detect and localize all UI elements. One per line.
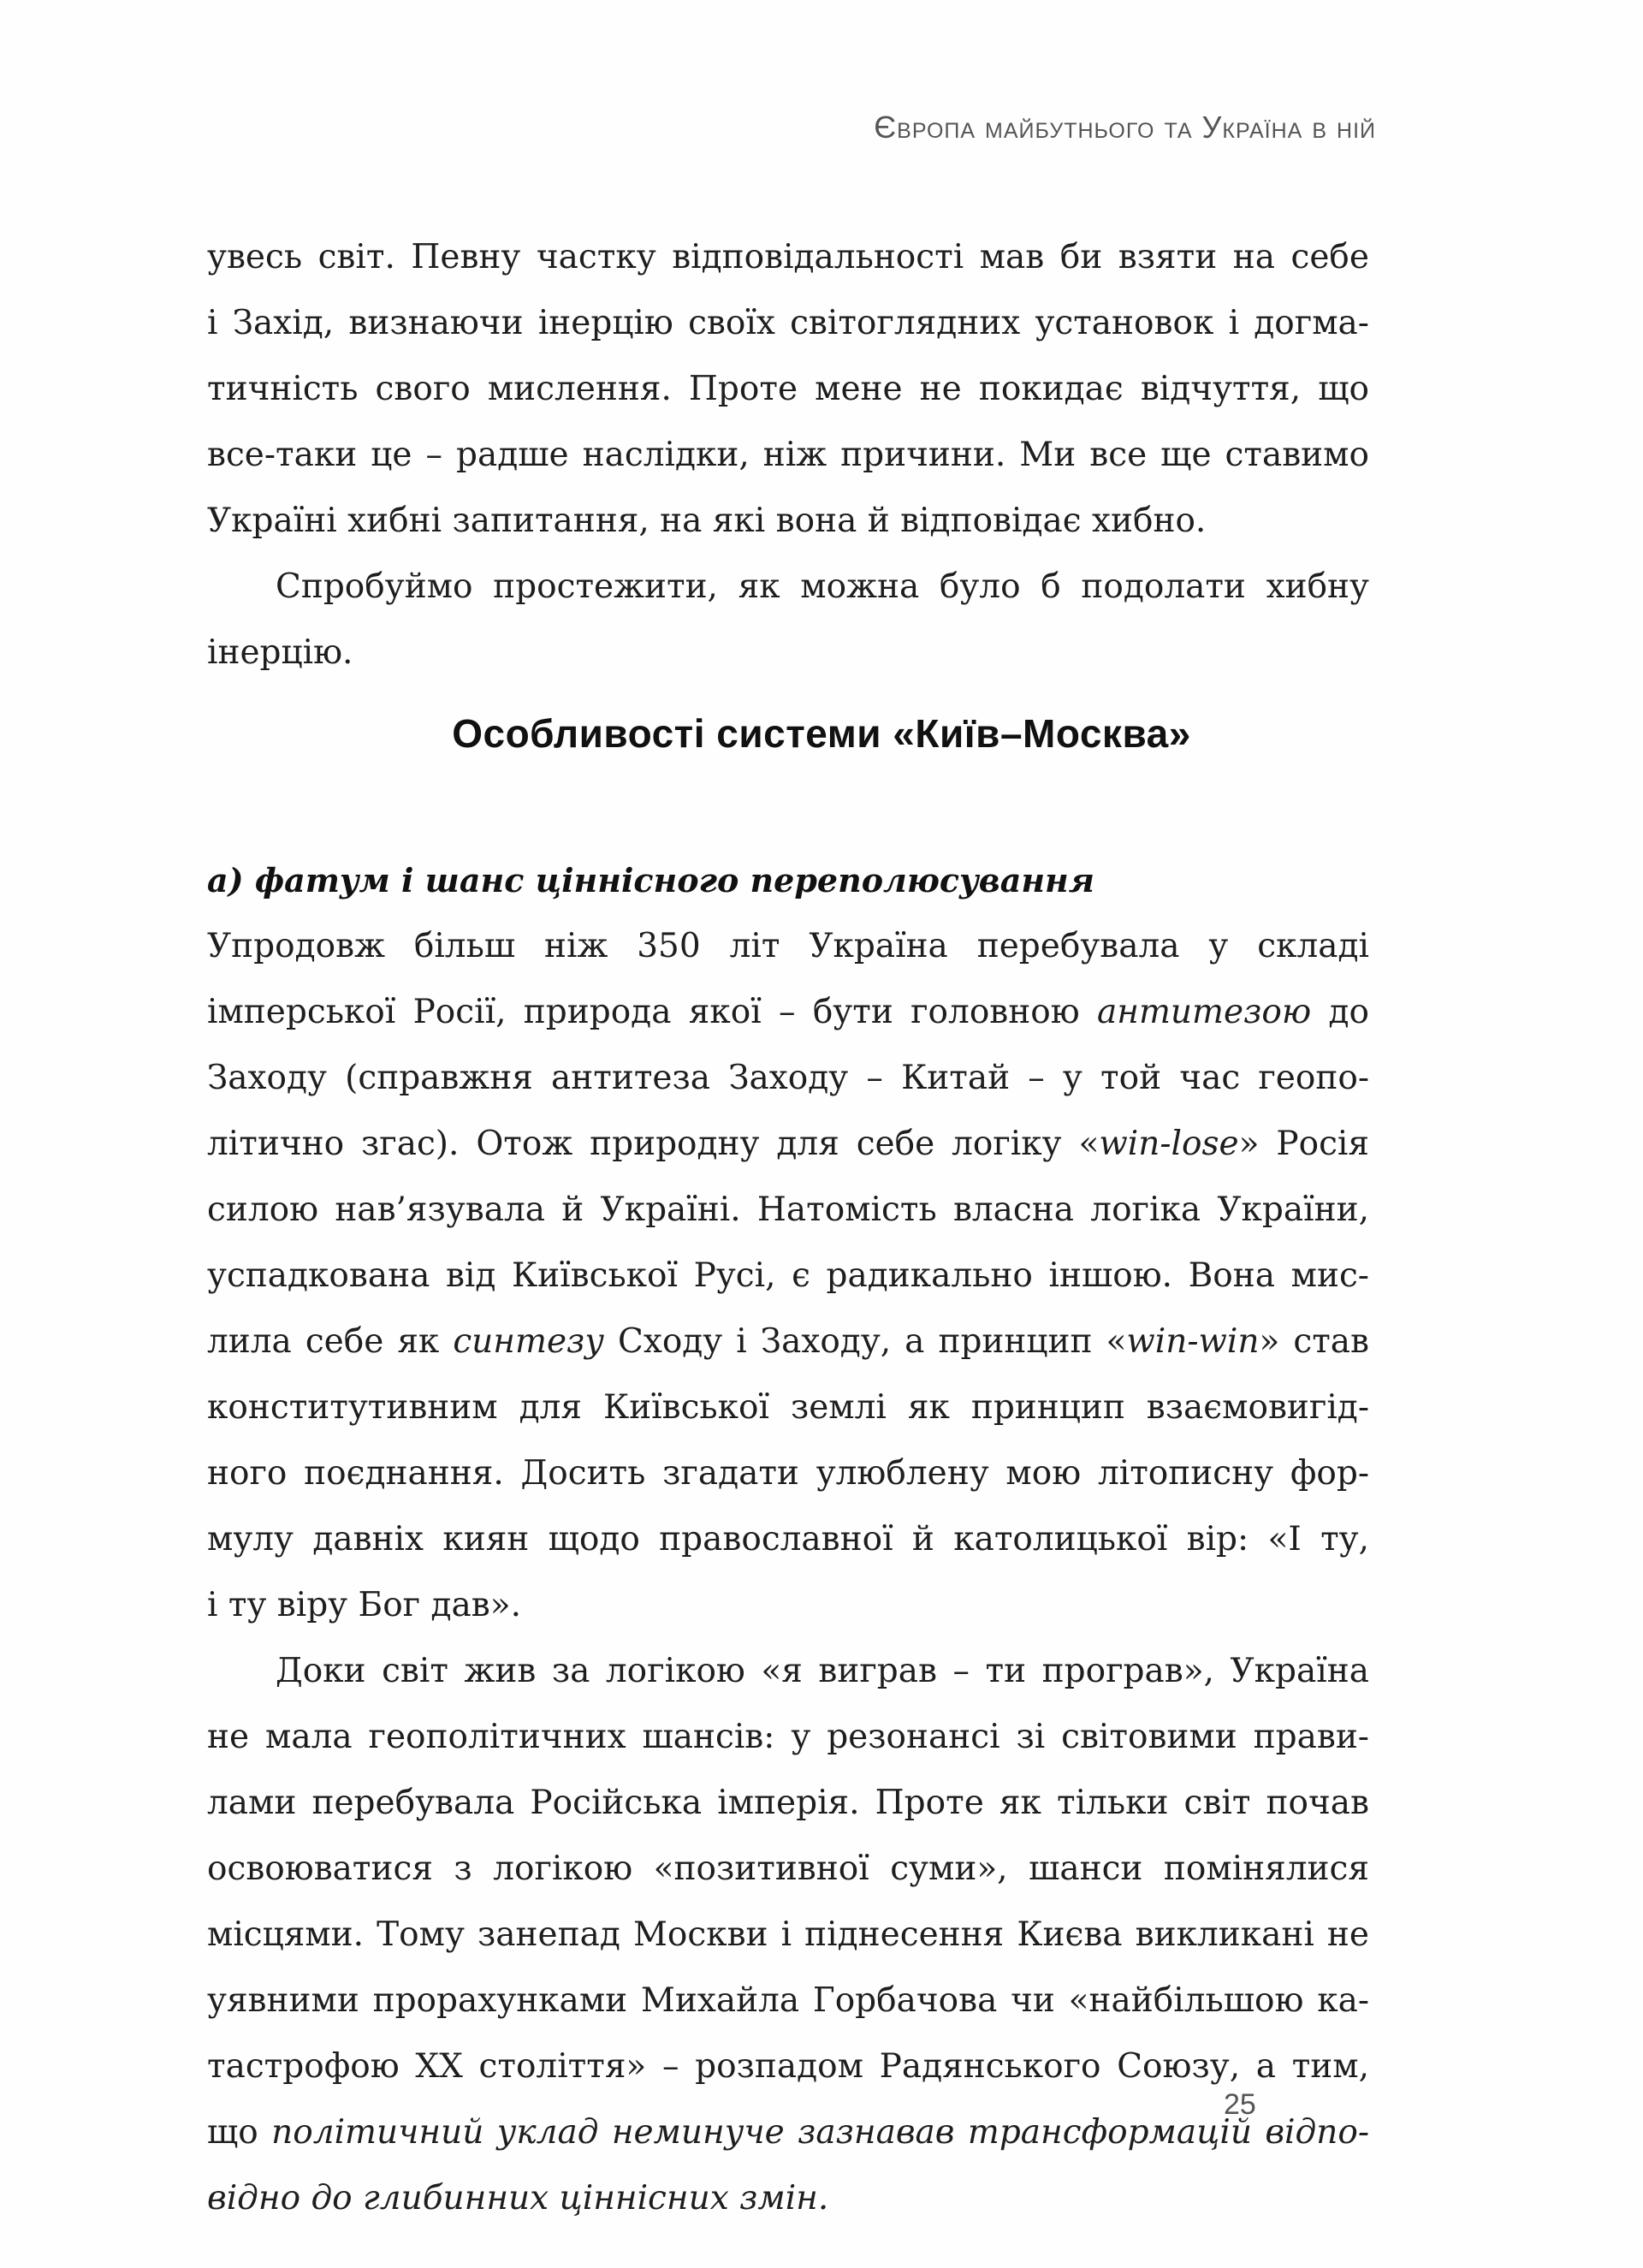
text-span: що — [207, 2113, 272, 2152]
emphasis-text: синтезу — [453, 1322, 604, 1361]
text-line: і Захід, визнаючи інерцію своїх світоглядних установок і догма- — [207, 304, 1369, 342]
body-paragraph-1 — [207, 913, 1369, 1638]
text-line: місцями. Тому занепад Москви і піднесення Києва викликані не — [207, 1915, 1369, 1954]
intro-paragraph — [207, 224, 1369, 686]
text-line: Україні хибні запитання, на які вона й відповідає хибно. — [207, 502, 1207, 540]
emphasis-text: політичний уклад неминуче зазнавав трансформацій відпо- — [271, 2113, 1370, 2152]
emphasis-text: win-win — [1126, 1322, 1260, 1361]
text-line: відно до глибинних ціннісних змін. — [207, 2179, 829, 2218]
text-line: Доки світ жив за логікою «я виграв – ти програв», Україна — [276, 1652, 1369, 1690]
text-span: » став — [1259, 1322, 1369, 1361]
text-line — [207, 1111, 1369, 1177]
text-line: успадкована від Київської Русі, є радикально іншою. Вона мис- — [207, 1256, 1369, 1295]
text-line: Упродовж більш ніж 350 літ Україна перебувала у складі — [207, 927, 1369, 965]
text-span: » Росія — [1238, 1125, 1369, 1163]
subsection-heading: а) фатум і шанс ціннісного переполюсування — [207, 861, 1095, 899]
text-line: освоюватися з логікою «позитивної суми», шанси помінялися — [207, 1849, 1369, 1888]
text-line: Спробуймо простежити, як можна було б подолати хибну — [276, 567, 1369, 606]
body-paragraph-2 — [207, 1638, 1369, 2231]
text-line: не мала геополітичних шансів: у резонансі зі світовими прави- — [207, 1718, 1369, 1756]
text-line: Заходу (справжня антитеза Заходу – Китай – у той час геопо- — [207, 1059, 1369, 1097]
text-line: уявними прорахунками Михайла Горбачова чи «найбільшою ка- — [207, 1981, 1369, 2020]
text-line: силою нав’язувала й Україні. Натомість власна логіка України, — [207, 1190, 1369, 1229]
emphasis-text: антитезою — [1097, 993, 1312, 1031]
text-span: до — [1311, 993, 1369, 1031]
text-line — [207, 2099, 1369, 2165]
text-line: і ту віру Бог дав». — [207, 1586, 521, 1624]
page-number: 25 — [1224, 2088, 1256, 2121]
text-line: тичність свого мислення. Проте мене не покидає відчуття, що — [207, 370, 1369, 408]
text-line: ного поєднання. Досить згадати улюблену мою літописну фор- — [207, 1454, 1369, 1493]
text-line: конститутивним для Київської землі як принцип взаємовигід- — [207, 1388, 1369, 1427]
text-line: все-таки це – радше наслідки, ніж причини. Ми все ще ставимо — [207, 436, 1369, 474]
text-line — [207, 979, 1369, 1045]
text-line: увесь світ. Певну частку відповідальності мав би взяти на себе — [207, 238, 1369, 276]
text-line: тастрофою XX століття» – розпадом Радянського Союзу, а тим, — [207, 2047, 1369, 2086]
text-line — [207, 1309, 1369, 1374]
text-line: інерцію. — [207, 633, 353, 672]
text-span: літично згас). Отож природну для себе логіку « — [207, 1125, 1100, 1163]
text-span: лила себе як — [207, 1322, 454, 1361]
section-heading: Особливості системи «Київ–Москва» — [452, 711, 1191, 756]
text-line: лами перебувала Російська імперія. Проте як тільки світ почав — [207, 1784, 1369, 1822]
running-header: Європа майбутнього та Україна в ній — [874, 110, 1376, 145]
emphasis-text: win-lose — [1099, 1125, 1239, 1163]
text-line: мулу давніх киян щодо православної й католицької вір: «І ту, — [207, 1520, 1369, 1559]
text-span: Сходу і Заходу, а принцип « — [603, 1322, 1127, 1361]
text-span: імперської Росії, природа якої – бути головною — [207, 993, 1097, 1031]
